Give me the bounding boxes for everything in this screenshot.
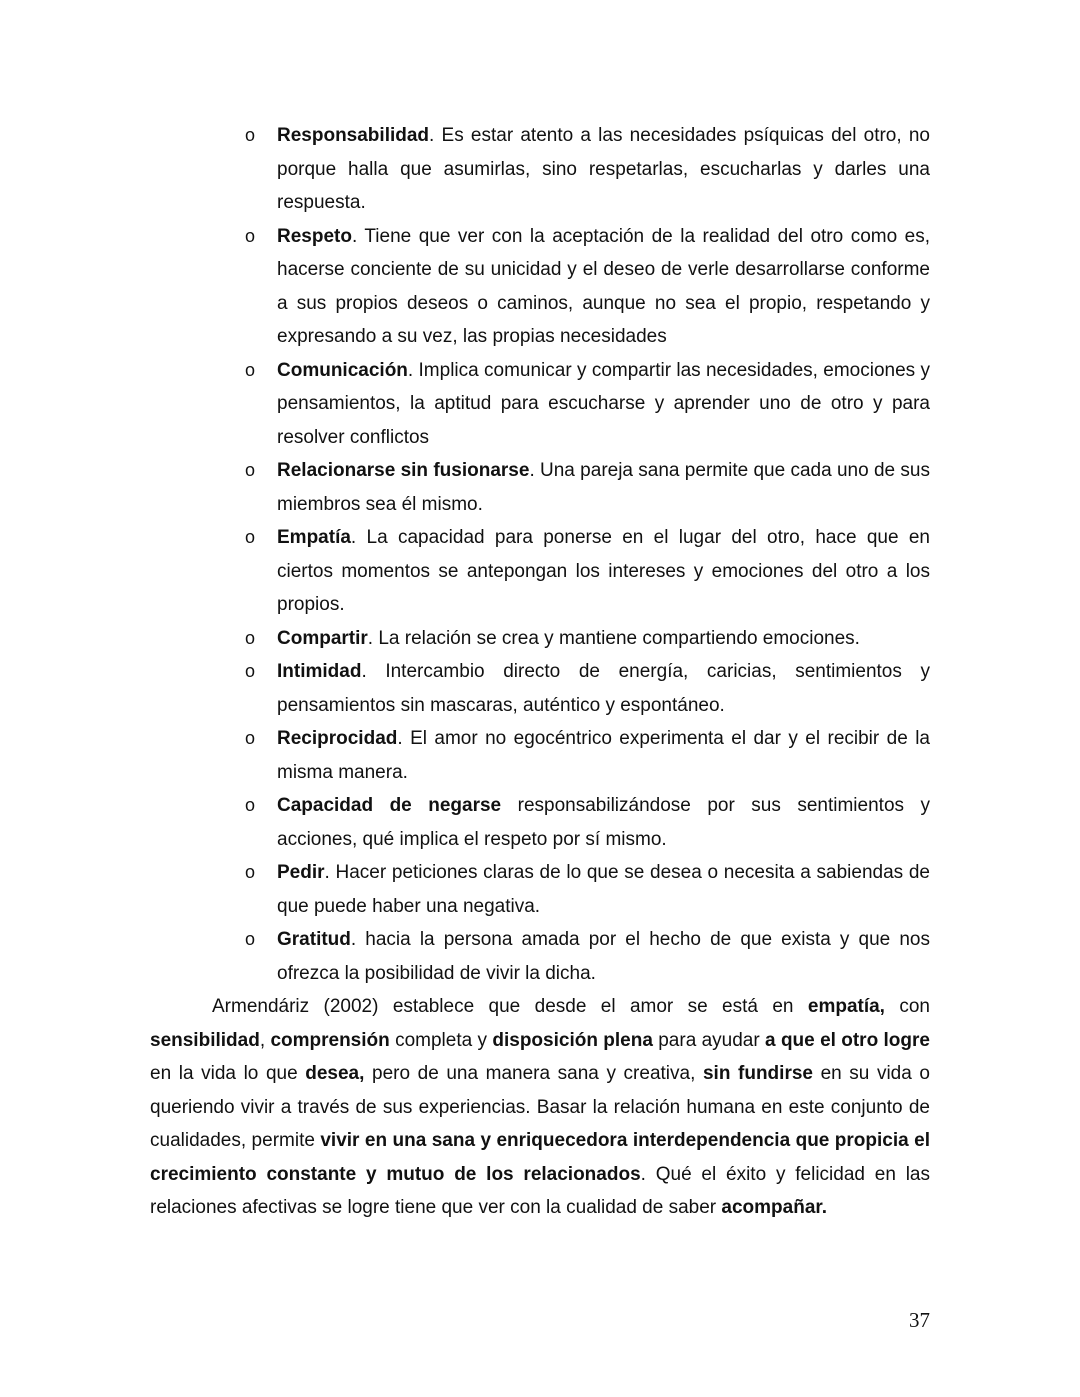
list-item-term: Compartir: [277, 627, 368, 649]
list-item: [240, 454, 930, 521]
list-item: [240, 354, 930, 455]
list-item-text: . hacia la persona amada por el hecho de que exista y que nos ofrezca la posibilidad de vivir la dicha.: [277, 929, 930, 984]
bullet-icon: o: [245, 728, 256, 748]
bullet-icon: o: [245, 661, 256, 681]
list-item-term: Respeto: [277, 225, 352, 247]
list-item-text: . Tiene que ver con la aceptación de la realidad del otro como es, hacerse conciente de su unicidad y el deseo de verle desarrollarse conforme a sus propios deseos o caminos, aunque no sea el propio, respetando y expresando a su vez, las propias necesidades: [277, 225, 930, 347]
list-item: [240, 521, 930, 622]
bullet-icon: o: [245, 795, 256, 815]
list-item-term: Gratitud: [277, 929, 351, 950]
list-item: [240, 856, 930, 923]
list-item: [240, 220, 930, 354]
list-item-text: . Es estar atento a las necesidades psíquicas del otro, no porque halla que asumirlas, sino respetarlas, escucharlas y darles una respuesta.: [277, 125, 930, 213]
para-segment: completa y: [389, 1029, 493, 1051]
list-item-term: Capacidad de negarse: [277, 795, 502, 816]
bullet-icon: o: [245, 225, 256, 246]
list-item-term: Reciprocidad: [277, 728, 398, 749]
para-segment: para ayudar: [652, 1029, 766, 1051]
list-item: [240, 789, 930, 856]
list-item-term: Relacionarse sin fusionarse: [277, 460, 530, 481]
bullet-icon: o: [245, 359, 256, 380]
para-segment-bold: a que el otro logre: [765, 1029, 930, 1051]
list-item-term: Comunicación: [277, 359, 408, 381]
bullet-icon: o: [245, 627, 256, 648]
page-number: 37: [909, 1308, 930, 1332]
para-segment-bold: sin fundirse: [702, 1063, 813, 1084]
para-segment: pero de una manera sana y creativa,: [364, 1063, 703, 1084]
list-item: [240, 655, 930, 722]
list-item-term: Responsabilidad: [277, 125, 430, 146]
list-item-term: Pedir: [277, 862, 325, 883]
list-item-text: . Una pareja sana permite que cada uno de sus miembros sea él mismo.: [277, 460, 930, 515]
list-item-text: . La capacidad para ponerse en el lugar del otro, hace que en ciertos momentos se antepongan los intereses y emociones del otro a los propios.: [277, 527, 930, 615]
para-segment: . Qué el éxito y felicidad en las relaciones afectivas se logre tiene que ver con la cualidad de saber: [150, 1163, 930, 1218]
list-item: [240, 722, 930, 789]
para-segment-bold: vivir en una sana y enriquecedora interdependencia que propicia el crecimiento constante y mutuo de los relacionados: [150, 1130, 930, 1185]
list-item: [240, 923, 930, 990]
list-item-text: responsabilizándose por sus sentimientos y acciones, qué implica el respeto por sí mismo.: [277, 795, 930, 850]
list-item: [240, 119, 930, 220]
body-paragraph: [150, 990, 930, 1225]
para-segment-bold: empatía,: [807, 996, 885, 1017]
list-item-term: Empatía: [277, 527, 351, 548]
para-segment-bold: sensibilidad: [150, 1029, 260, 1051]
para-segment: en la vida lo que: [150, 1063, 306, 1084]
bullet-icon: o: [245, 460, 256, 480]
list-item-text: . Implica comunicar y compartir las necesidades, emociones y pensamientos, la aptitud para escucharse y aprender uno de otro y para resolver conflictos: [277, 359, 930, 448]
bullet-icon: o: [245, 125, 256, 145]
bullet-icon: o: [245, 929, 256, 949]
para-segment: ,: [259, 1029, 271, 1051]
bullet-icon: o: [245, 527, 256, 547]
bullet-icon: o: [245, 862, 256, 882]
list-item-text: . El amor no egocéntrico experimenta el dar y el recibir de la misma manera.: [277, 728, 930, 783]
qualities-list: [240, 119, 930, 990]
para-segment-bold: desea,: [305, 1063, 365, 1084]
list-item-text: . Hacer peticiones claras de lo que se desea o necesita a sabiendas de que puede haber una negativa.: [277, 862, 930, 917]
list-item-text: . La relación se crea y mantiene compartiendo emociones.: [367, 627, 860, 649]
para-segment-bold: comprensión: [270, 1029, 390, 1051]
list-item-term: Intimidad: [277, 661, 362, 682]
para-segment-bold: disposición plena: [492, 1029, 653, 1051]
list-item: [240, 622, 930, 656]
para-segment: con: [884, 996, 930, 1017]
para-segment: en su vida o queriendo vivir a través de sus experiencias. Basar la relación humana en este conjunto de cualidades, permite: [150, 1063, 930, 1151]
para-segment: Armendáriz (2002) establece que desde el amor se está en: [212, 996, 808, 1017]
list-item-text: . Intercambio directo de energía, caricias, sentimientos y pensamientos sin mascaras, auténtico y espontáneo.: [277, 661, 930, 716]
para-segment-bold: acompañar.: [721, 1197, 828, 1218]
